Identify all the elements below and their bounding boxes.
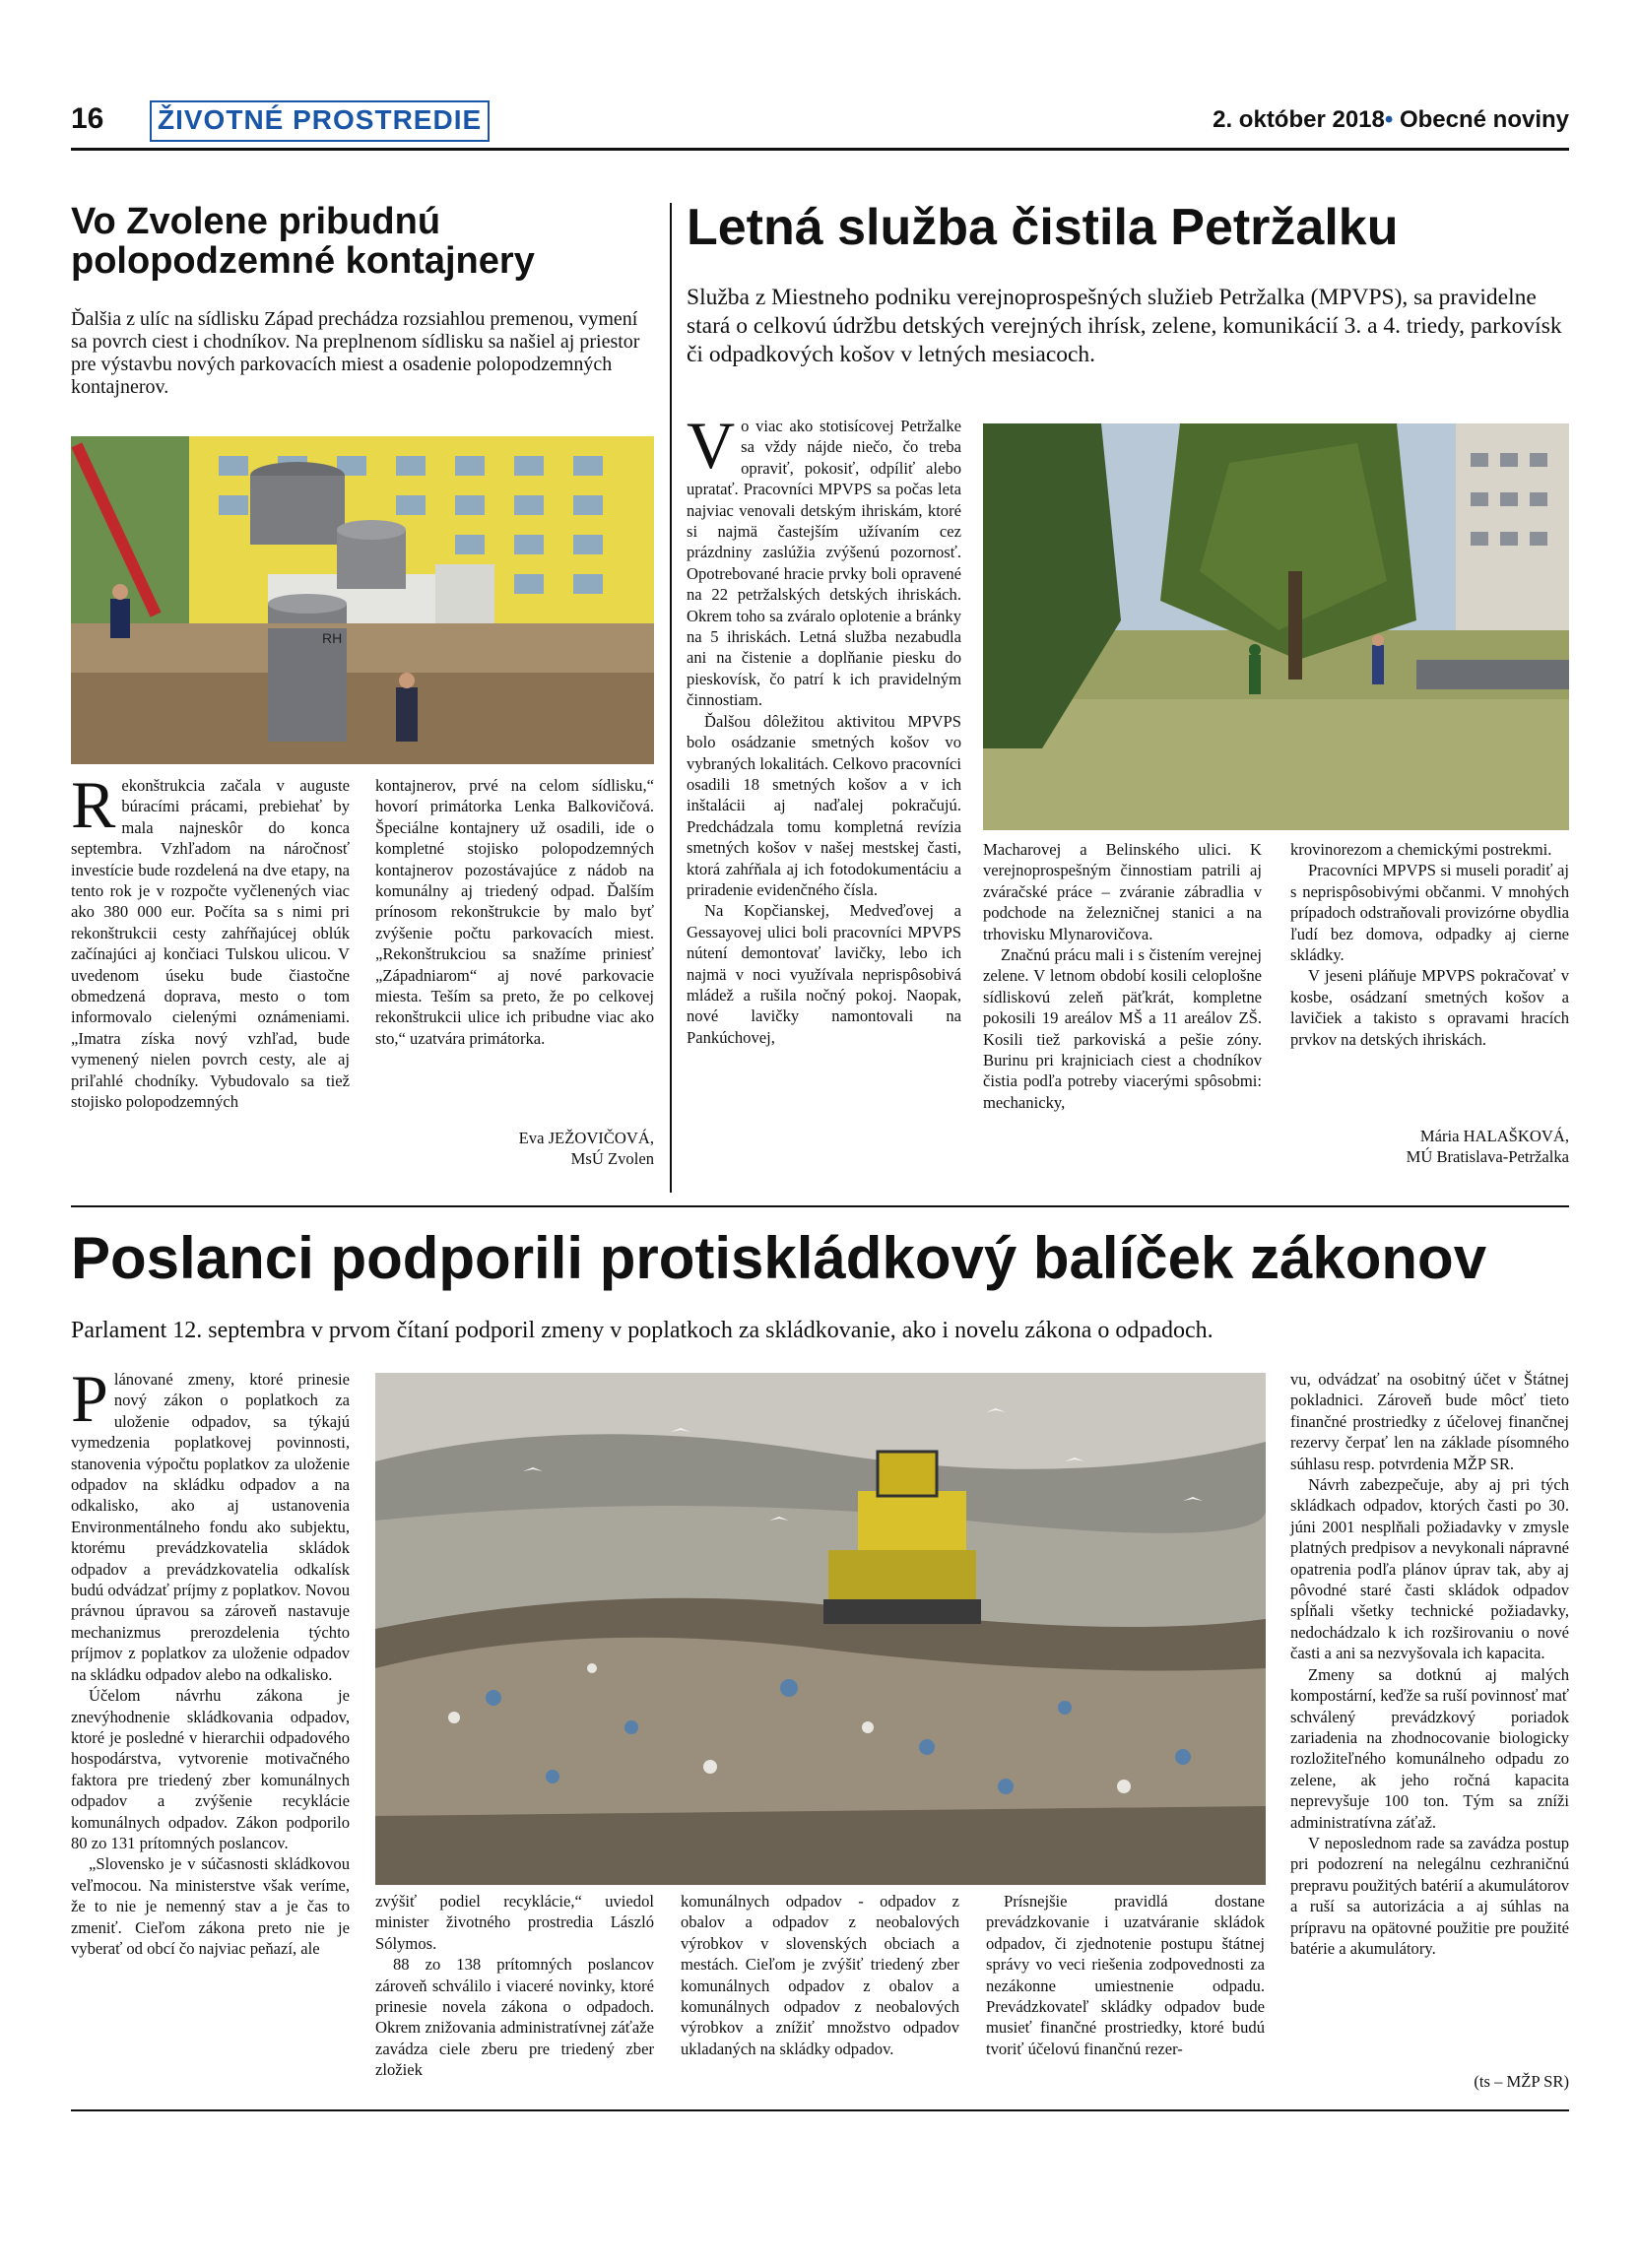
article1-lead: Ďalšia z ulíc na sídlisku Západ prechádza rozsiahlou premenou, vymení sa povrch ciest i chodníkov. Na preplnenom sídlisku sa našiel aj priestor pre výstavbu nových parkovacích miest a osadenie polopodzemných kontajnerov. bbox=[71, 308, 640, 398]
article1-dropcap: R bbox=[71, 767, 116, 842]
article2-byline bbox=[1290, 1126, 1569, 1168]
article2-col3-p1: krovinorezom a chemickými postrekmi. bbox=[1290, 840, 1552, 859]
construction-photo bbox=[71, 436, 654, 764]
article2-col1-p3: Na Kopčianskej, Medveďovej a Gessayovej ulici boli pracovníci MPVPS nútení demontovať lavičky, lebo ich najmä v noci využívala neprispôsobivá mládež a rušila nočný pokoj. Naopak, nové lavičky namontovali na Pankúchovej, bbox=[687, 901, 961, 1047]
article1-col1-text: ekonštrukcia začala v auguste búracími prácami, prebiehať by mala najneskôr do konca septembra. Vzhľadom na náročnosť investície bude rozdelená na dve etapy, na tento rok je v rozpočte vyčlenených viac ako 380 000 eur. Počíta sa s nimi pri rekonštrukcii cesty zahŕňajúcej oblúk začínajúci aj končiaci Tulskou ulicou. V uvedenom úseku bude čiastočne obmedzená doprava, mesto o tom informovalo cielenými oznámeniami. „Imatra získa nový vzhľad, bude vymenený nielen povrch cesty, ale aj priľahlé chodníky. Vybudovalo sa tiež stojisko polopodzemných bbox=[71, 776, 350, 1112]
article3-col1-p1: lánované zmeny, ktoré prinesie nový zákon o poplatkoch za uloženie odpadov, sa týkajú vymedzenia poplatkovej povinnosti, stanovenia výpočtu poplatkov za uloženie odpadov na skládku odpadov a na odkalisko, ako aj ustanovenia Environmentálneho fondu ako subjektu, ktorému prevádzkovatelia skládok odpadov a prevádzkovatelia odkalísk budú odvádzať príjmy z poplatkov. Novou právnou úpravou sa zároveň nastavuje mechanizmus prerozdelenia týchto príjmov z poplatkov za uloženie odpadov na skládku odpadov alebo na odkalisko. bbox=[71, 1370, 350, 1684]
container-label: RH bbox=[322, 630, 343, 646]
article1-col2-text: kontajnerov, prvé na celom sídlisku,“ hovorí primátorka Lenka Balkovičová. Špeciálne kontajnery už osadili, ide o kompletné stojisko polopodzemných kontajnerov pozostávajúce z nádob na komunálny aj triedený odpad. Ďalším prínosom rekonštrukcie by malo byť zvýšenie počtu parkovacích miest. „Rekonštrukciou sa snažíme priniesť „Západniarom“ aj nové parkovacie miesta. Teším sa preto, že po celkovej rekonštrukcii ulice ich pribudne viac ako sto,“ uzatvára primátorka. bbox=[375, 776, 654, 1048]
section-title: ŽIVOTNÉ PROSTREDIE bbox=[150, 100, 490, 142]
footer-rule bbox=[71, 2109, 1569, 2111]
article3-author: (ts – MŽP SR) bbox=[1474, 2072, 1569, 2091]
article3-col4-p1: Prísnejšie pravidlá dostane prevádzkovanie i uzatváranie skládok odpadov, či zjednotenie postupu štátnej správy vo veci riešenia zodpovednosti za nezákonne umiestnenie odpadu. Prevádzkovateľ skládky odpadov bude musieť finančné prostriedky, ktoré budú tvoriť účelovú finančnú rezer- bbox=[986, 1892, 1265, 2058]
article2-col3 bbox=[1290, 839, 1569, 1050]
article1-title: Vo Zvolene pribudnú polopodzemné kontajnery bbox=[71, 201, 535, 282]
article3-col5-p2: Návrh zabezpečuje, aby aj pri tých skládkach odpadov, ktorých časti po 30. júni 2001 nesplňali požiadavky v zmysle platných predpisov a nevykonali nápravné opatrenia podľa plánov úprav tak, aby aj pôvodné staré časti skládok odpadov spĺňali všetky technické požiadavky, nedochádzalo k ich rozširovaniu o nové časti a ani sa nezvyšovala ich kapacita. bbox=[1290, 1475, 1569, 1663]
article1-photo-containers bbox=[71, 436, 654, 764]
article3-col1-p2: Účelom návrhu zákona je znevýhodnenie skládkovania odpadov, ktoré je posledné v hierarchii odpadového hospodárstva, vytvorenie motivačného faktora pre triedený zber komunálnych odpadov a zvýšenie recyklácie komunálnych odpadov. Zákon podporilo 80 zo 131 prítomných poslancov. bbox=[71, 1686, 350, 1852]
page-number: 16 bbox=[71, 102, 104, 135]
article3-dropcap: P bbox=[71, 1361, 108, 1436]
bullet: • bbox=[1384, 106, 1394, 133]
column-divider bbox=[670, 203, 672, 1193]
article3-col2-p2: 88 zo 138 prítomných poslancov zároveň schválilo i viaceré novinky, ktoré prinesie novela zákona o odpadoch. Okrem znižovania administratívnej záťaže zavádza ciele zberu pre triedený zber zložiek bbox=[375, 1955, 654, 2080]
article3-col2-p1: zvýšiť podiel recyklácie,“ uviedol minister životného prostredia László Sólymos. bbox=[375, 1892, 654, 1953]
article3-title: Poslanci podporili protiskládkový balíček zákonov bbox=[71, 1225, 1487, 1291]
article2-title: Letná služba čistila Petržalku bbox=[687, 199, 1399, 256]
article2-lead: Služba z Miestneho podniku verejnoprospešných služieb Petržalka (MPVPS), sa pravidelne stará o celkovú údržbu detských verejných ihrísk, zelene, komunikácií 3. a 4. triedy, parkovísk či odpadkových košov v letných mesiacoch. bbox=[687, 285, 1562, 367]
article2-col2-p1: Macharovej a Belinského ulici. K verejnoprospešným činnostiam patrili aj zváračské práce – zváranie zábradlia v podchode na železničnej stanici a na trhovisku Mlynarovičova. bbox=[983, 840, 1262, 943]
article3-col1-p3: „Slovensko je v súčasnosti skládkovou veľmocou. Na ministerstve však veríme, že to nie je nemenný stav a je čas to zmeniť. Cieľom zákona preto nie je vyberať od obcí čo najviac peňazí, ale bbox=[71, 1854, 350, 1958]
article2-dropcap: V bbox=[687, 408, 736, 483]
park-photo bbox=[983, 423, 1569, 830]
article2-col3-p2: Pracovníci MPVPS si museli poradiť aj s neprispôsobivými občanmi. V mnohých prípadoch odstraňovali provizórne obydlia ľudí bez domova, odpadky aj cierne skládky. bbox=[1290, 861, 1569, 965]
article3-photo-landfill bbox=[375, 1373, 1266, 1885]
landfill-photo bbox=[375, 1373, 1266, 1885]
article1-byline bbox=[375, 1128, 654, 1170]
article2-col1-p1: o viac ako stotisícovej Petržalke sa vždy nájde niečo, čo treba opraviť, pokosiť, odpíliť alebo upratať. Pracovníci MPVPS sa počas leta najviac venovali detským ihriskám, ktoré si najmä častejším užívaním cez prázdniny zaslúžia zvýšenú pozornosť. Opotrebované hracie prvky boli opravené na 22 petržalských detských ihriskách. Okrem toho sa zváralo oplotenie a bránky na 5 ihriskách. Letná služba nezabudla ani na čistenie a doplňanie piesku do pieskovísk, čo patrí k ich pravidelným činnostiam. bbox=[687, 417, 961, 710]
article3-col4 bbox=[986, 1891, 1265, 2059]
article1-col2 bbox=[375, 775, 654, 1049]
article3-lead: Parlament 12. septembra v prvom čítaní podporil zmeny v poplatkoch za skládkovanie, ako i novelu zákona o odpadoch. bbox=[71, 1318, 1214, 1343]
article2-col2-p2: Značnú prácu mali i s čistením verejnej zelene. V letnom období kosili celoplošne sídliskovú zeleň päťkrát, kompletne pokosili 19 areálov MŠ a 11 areálov ZŠ. Kosili tiež parkoviská a pešie zóny. Burinu pri krajniciach ciest a chodníkov čistia podľa potreby viacerými spôsobmi: mechanicky, bbox=[983, 945, 1262, 1112]
header-rule bbox=[71, 148, 1569, 151]
article2-author-org: MÚ Bratislava-Petržalka bbox=[1406, 1147, 1569, 1167]
article3-col5-p1: vu, odvádzať na osobitný účet v Štátnej pokladnici. Zároveň bude môcť tieto finančné prostriedky z účelovej finančnej rezervy čerpať len na základe písomného súhlasu resp. potvrdenia MŽP SR. bbox=[1290, 1370, 1569, 1473]
article2-col2 bbox=[983, 839, 1262, 1113]
article1-author: Eva JEŽOVIČOVÁ, bbox=[518, 1129, 654, 1147]
article3-col5-p3: Zmeny sa dotknú aj malých kompostární, keďže sa ruší povinnosť mať schválený prevádzkový poriadok zariadenia na zhodnocovanie biologicky rozložiteľného komunálneho odpadu zo zelene, ak jeho ročná kapacita neprevyšuje 100 ton. Tým sa zníži administratívna záťaž. bbox=[1290, 1664, 1569, 1832]
newspaper-name: Obecné noviny bbox=[1399, 106, 1569, 133]
article1-author-org: MsÚ Zvolen bbox=[570, 1149, 654, 1169]
article2-col1 bbox=[687, 408, 961, 1048]
article3-col3 bbox=[681, 1891, 959, 2059]
issue-date: 2. október 2018 bbox=[1213, 106, 1385, 133]
article2-col1-p2: Ďalšou dôležitou aktivitou MPVPS bolo osádzanie smetných košov vo vybraných lokalitách. Celkovo pracovníci osadili 18 smetných košov a v ich inštalácii aj naďalej pokračujú. Predchádzala tomu kompletná revízia smetných košov v našej mestskej časti, ktorá zahŕňala aj ich fotodokumentáciu a priradenie evidenčného čísla. bbox=[687, 711, 961, 899]
masthead-date-name bbox=[1213, 106, 1569, 134]
article3-col1 bbox=[71, 1361, 350, 1959]
article3-col5 bbox=[1290, 1369, 1569, 1959]
article2-author: Mária HALAŠKOVÁ, bbox=[1419, 1127, 1569, 1145]
article2-col3-p3: V jeseni pláňuje MPVPS pokračovať v kosbe, osádzaní smetných košov a lavičiek a takisto s opravami hracích prvkov na detských ihriskách. bbox=[1290, 966, 1569, 1049]
article3-col2 bbox=[375, 1891, 654, 2081]
mid-rule bbox=[71, 1205, 1569, 1207]
article2-photo-park bbox=[983, 423, 1569, 830]
article3-col5-p4: V neposlednom rade sa zavádza postup pri podozrení na nelegálnu cezhraničnú prepravu použitých batérií a akumulátorov a ruší sa autorizácia a aj súhlas na prípravu na opätovné použitie pre použité batérie a akumulátory. bbox=[1290, 1833, 1569, 1958]
article1-col1 bbox=[71, 767, 350, 1113]
article3-col3-p1: komunálnych odpadov - odpadov z obalov a odpadov z neobalových výrobkov v slovenských obciach a mestách. Cieľom je zvýšiť triedený zber komunálnych odpadov z obalov a komunálnych odpadov z neobalových výrobkov a znížiť množstvo odpadov ukladaných na skládky odpadov. bbox=[681, 1892, 959, 2058]
